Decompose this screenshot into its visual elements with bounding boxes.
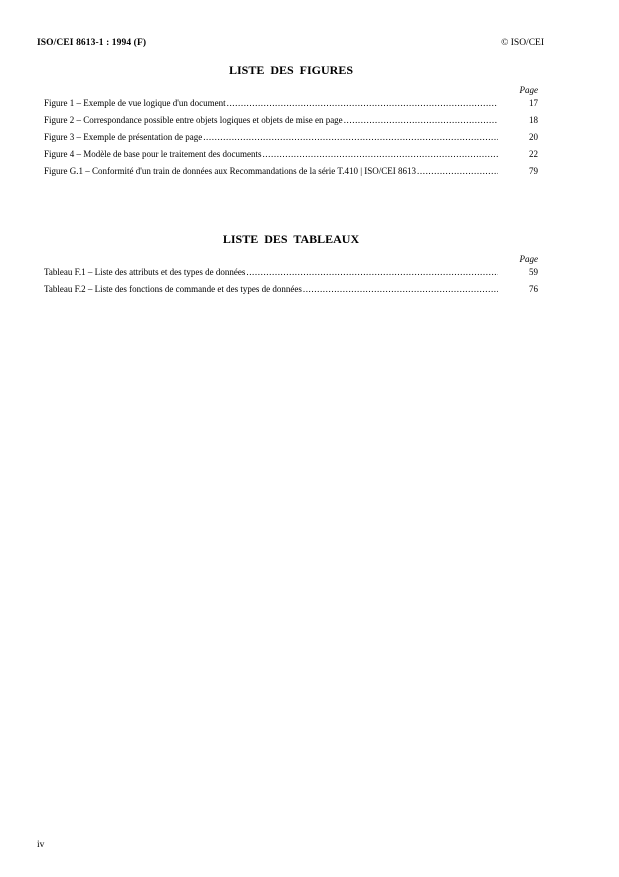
- entry-label: Tableau F.1 – Liste des attributs et des types de données: [44, 267, 246, 277]
- list-item-figure-g1[interactable]: [44, 166, 538, 183]
- copyright-notice: © ISO/CEI: [501, 38, 544, 48]
- dot-leader: [417, 166, 498, 176]
- dot-leader: [227, 98, 498, 108]
- entry-page-number: 18: [529, 115, 538, 125]
- entry-page-number: 20: [529, 132, 538, 142]
- dot-leader: [303, 284, 498, 294]
- entry-label: Figure 4 – Modèle de base pour le traitement des documents: [44, 149, 262, 159]
- entry-label: Tableau F.2 – Liste des fonctions de commande et des types de données: [44, 284, 302, 294]
- entry-label: Figure 1 – Exemple de vue logique d'un document: [44, 98, 226, 108]
- entry-label: Figure 2 – Correspondance possible entre objets logiques et objets de mise en page: [44, 115, 343, 125]
- figures-list-title: LISTE DES FIGURES: [228, 63, 354, 77]
- list-item-figure-4[interactable]: [44, 149, 538, 166]
- list-item-figure-1[interactable]: [44, 98, 538, 115]
- list-item-table-f2[interactable]: [44, 284, 538, 301]
- document-reference: ISO/CEI 8613-1 : 1994 (F): [37, 38, 147, 48]
- entry-page-number: 79: [529, 166, 538, 176]
- list-item-table-f1[interactable]: [44, 267, 538, 284]
- dot-leader: [344, 115, 498, 125]
- entry-page-number: 59: [529, 267, 538, 277]
- list-item-figure-3[interactable]: [44, 132, 538, 149]
- dot-leader: [246, 267, 498, 277]
- entry-page-number: 76: [529, 284, 538, 294]
- figures-page-column-label: Page: [519, 85, 538, 95]
- entry-label: Figure G.1 – Conformité d'un train de données aux Recommandations de la série T.410 | ISO/CEI 8613: [44, 166, 417, 176]
- dot-leader: [262, 149, 498, 159]
- tables-list-title: LISTE DES TABLEAUX: [222, 232, 360, 246]
- entry-page-number: 17: [529, 98, 538, 108]
- entry-page-number: 22: [529, 149, 538, 159]
- figures-list: [44, 98, 538, 183]
- page-number: iv: [37, 840, 45, 850]
- entry-label: Figure 3 – Exemple de présentation de page: [44, 132, 203, 142]
- tables-page-column-label: Page: [519, 254, 538, 264]
- list-item-figure-2[interactable]: [44, 115, 538, 132]
- dot-leader: [203, 132, 498, 142]
- tables-list: [44, 267, 538, 301]
